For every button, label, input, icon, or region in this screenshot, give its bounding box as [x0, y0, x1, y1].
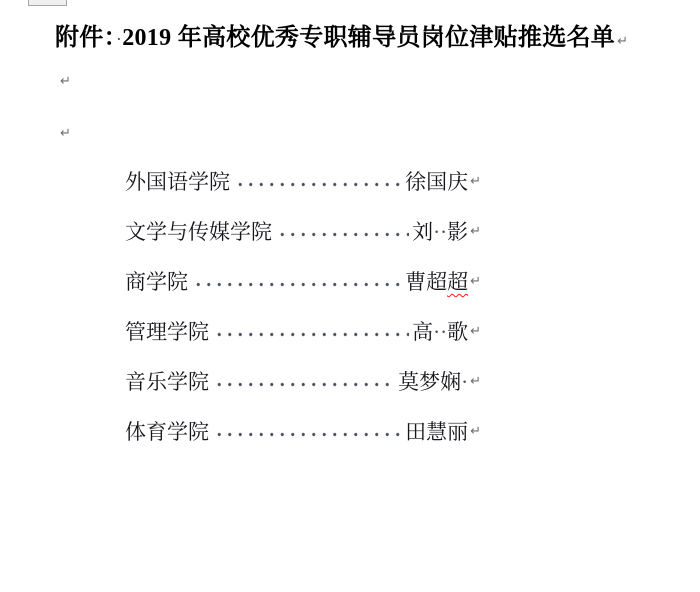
college-name: 商学院 [125, 270, 188, 294]
paragraph-mark-icon: ↵ [470, 173, 481, 189]
person-name: 徐国庆 [405, 170, 469, 194]
paragraph-mark-icon: ↵ [617, 34, 629, 49]
empty-paragraph [60, 74, 71, 88]
paragraph-mark-icon: ↵ [60, 126, 71, 141]
person-name: 刘··影 [412, 220, 469, 244]
recommendation-list [125, 156, 481, 456]
paragraph-mark-icon: ↵ [470, 423, 481, 439]
list-item [125, 406, 481, 456]
college-name: 体育学院 [125, 420, 209, 444]
paragraph-mark-icon: ↵ [60, 74, 71, 89]
dot-leader [212, 406, 402, 456]
list-item [125, 256, 481, 306]
dot-leader [191, 256, 402, 306]
title-prefix: 附件： [55, 25, 116, 51]
dot-leader [212, 356, 395, 406]
list-item [125, 306, 481, 356]
dot-leader [233, 156, 402, 206]
list-item [125, 356, 481, 406]
title-text: 2019 年高校优秀专职辅导员岗位津贴推选名单 [122, 25, 616, 51]
college-name: 文学与传媒学院 [125, 220, 272, 244]
college-name: 外国语学院 [125, 170, 230, 194]
empty-paragraph [60, 126, 71, 140]
person-name: 高··歌 [412, 320, 469, 344]
cropped-ui-fragment [28, 0, 67, 6]
paragraph-mark-icon: ↵ [470, 373, 481, 389]
person-name: 田慧丽 [405, 420, 469, 444]
person-name: 曹超超 [405, 270, 469, 294]
paragraph-mark-icon: ↵ [470, 323, 481, 339]
document-title [55, 17, 628, 52]
space-mark: · [115, 29, 123, 49]
list-item [125, 206, 481, 256]
paragraph-mark-icon: ↵ [470, 223, 481, 239]
college-name: 音乐学院 [125, 370, 209, 394]
paragraph-mark-icon: ↵ [470, 273, 481, 289]
person-name: 莫梦娴· [398, 370, 469, 394]
dot-leader [275, 206, 409, 256]
college-name: 管理学院 [125, 320, 209, 344]
list-item [125, 156, 481, 206]
dot-leader [212, 306, 409, 356]
